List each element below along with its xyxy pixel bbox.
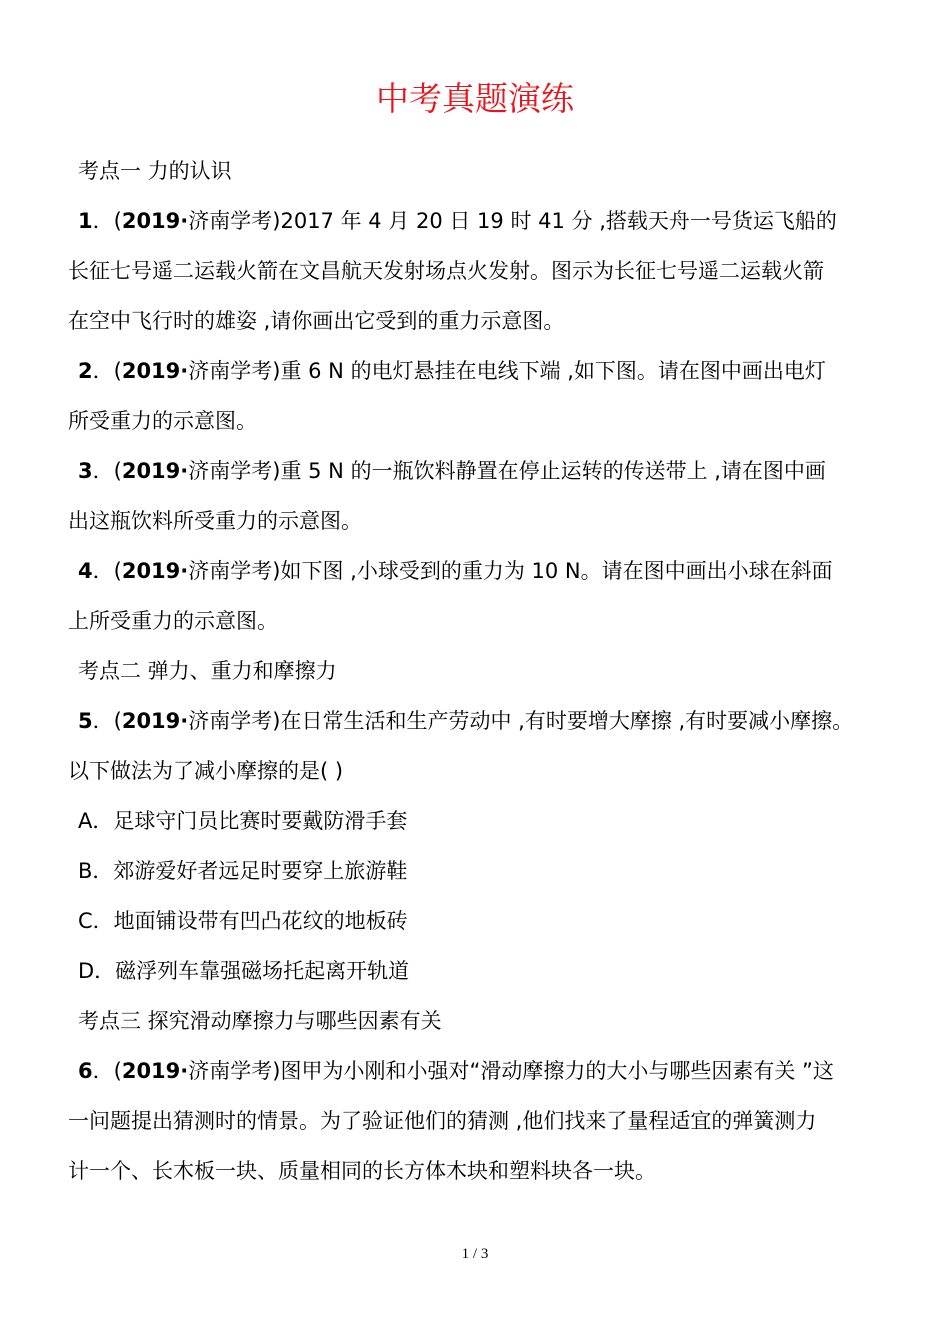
question-text: 在日常生活和生产劳动中 ,有时要增大摩擦 ,有时要减小摩擦。 <box>280 709 854 733</box>
option-b: B．郊游爱好者远足时要穿上旅游鞋 <box>78 859 408 883</box>
question-text: 图甲为小刚和小强对“滑动摩擦力的大小与哪些因素有关 ”这 <box>280 1059 834 1083</box>
question-3 <box>68 446 928 496</box>
question-source: 济南学考) <box>188 209 281 233</box>
section-heading-3: 考点三 探究滑动摩擦力与哪些因素有关 <box>78 1009 442 1033</box>
section-heading-2: 考点二 弹力、重力和摩擦力 <box>78 659 337 683</box>
question-1 <box>68 196 928 246</box>
question-5 <box>68 696 928 746</box>
question-sep: ．( <box>92 459 122 483</box>
page-indicator: 1 / 3 <box>461 1246 489 1262</box>
question-text: 2017 年 4 月 20 日 19 时 41 分 ,搭载天舟一号货运飞船的 <box>280 209 837 233</box>
question-source: 济南学考) <box>188 559 281 583</box>
question-6-line-2: 一问题提出猜测时的情景。为了验证他们的猜测 ,他们找来了量程适宜的弹簧测力 <box>68 1109 817 1133</box>
question-source-year: 2019· <box>121 559 189 583</box>
question-number: 4 <box>78 559 93 583</box>
question-source: 济南学考) <box>188 709 281 733</box>
question-4-line-2: 上所受重力的示意图。 <box>68 609 278 633</box>
page-title: 中考真题演练 <box>376 79 574 118</box>
question-source-year: 2019· <box>121 709 189 733</box>
question-source-year: 2019· <box>121 209 189 233</box>
question-number: 6 <box>78 1059 93 1083</box>
question-source-year: 2019· <box>121 1059 189 1083</box>
question-number: 3 <box>78 459 93 483</box>
option-d: D．磁浮列车靠强磁场托起离开轨道 <box>78 959 410 983</box>
question-text: 重 6 N 的电灯悬挂在电线下端 ,如下图。请在图中画出电灯 <box>280 359 826 383</box>
question-sep: ．( <box>92 359 122 383</box>
question-3-line-2: 出这瓶饮料所受重力的示意图。 <box>68 509 362 533</box>
option-a: A．足球守门员比赛时要戴防滑手套 <box>78 809 408 833</box>
question-4 <box>68 546 928 596</box>
question-6-line-3: 计一个、长木板一块、质量相同的长方体木块和塑料块各一块。 <box>68 1159 656 1183</box>
question-source-year: 2019· <box>121 459 189 483</box>
question-1-line-3: 在空中飞行时的雄姿 ,请你画出它受到的重力示意图。 <box>68 309 565 333</box>
question-source-year: 2019· <box>121 359 189 383</box>
question-source: 济南学考) <box>188 1059 281 1083</box>
question-number: 5 <box>78 709 93 733</box>
option-c: C．地面铺设带有凹凸花纹的地板砖 <box>78 909 408 933</box>
question-text: 如下图 ,小球受到的重力为 10 N。请在图中画出小球在斜面 <box>280 559 833 583</box>
question-text: 重 5 N 的一瓶饮料静置在停止运转的传送带上 ,请在图中画 <box>280 459 826 483</box>
question-sep: ．( <box>92 709 122 733</box>
question-1-line-2: 长征七号遥二运载火箭在文昌航天发射场点火发射。图示为长征七号遥二运载火箭 <box>68 259 824 283</box>
question-sep: ．( <box>92 559 122 583</box>
question-number: 2 <box>78 359 93 383</box>
question-6 <box>68 1046 928 1096</box>
question-source: 济南学考) <box>188 359 281 383</box>
section-heading-1: 考点一 力的认识 <box>78 159 232 183</box>
question-2 <box>68 346 928 396</box>
question-2-line-2: 所受重力的示意图。 <box>68 409 257 433</box>
document-body <box>68 146 928 1196</box>
question-number: 1 <box>78 209 93 233</box>
question-5-line-2: 以下做法为了减小摩擦的是( ) <box>68 759 344 783</box>
question-sep: ．( <box>92 1059 122 1083</box>
question-source: 济南学考) <box>188 459 281 483</box>
question-sep: ．( <box>92 209 122 233</box>
